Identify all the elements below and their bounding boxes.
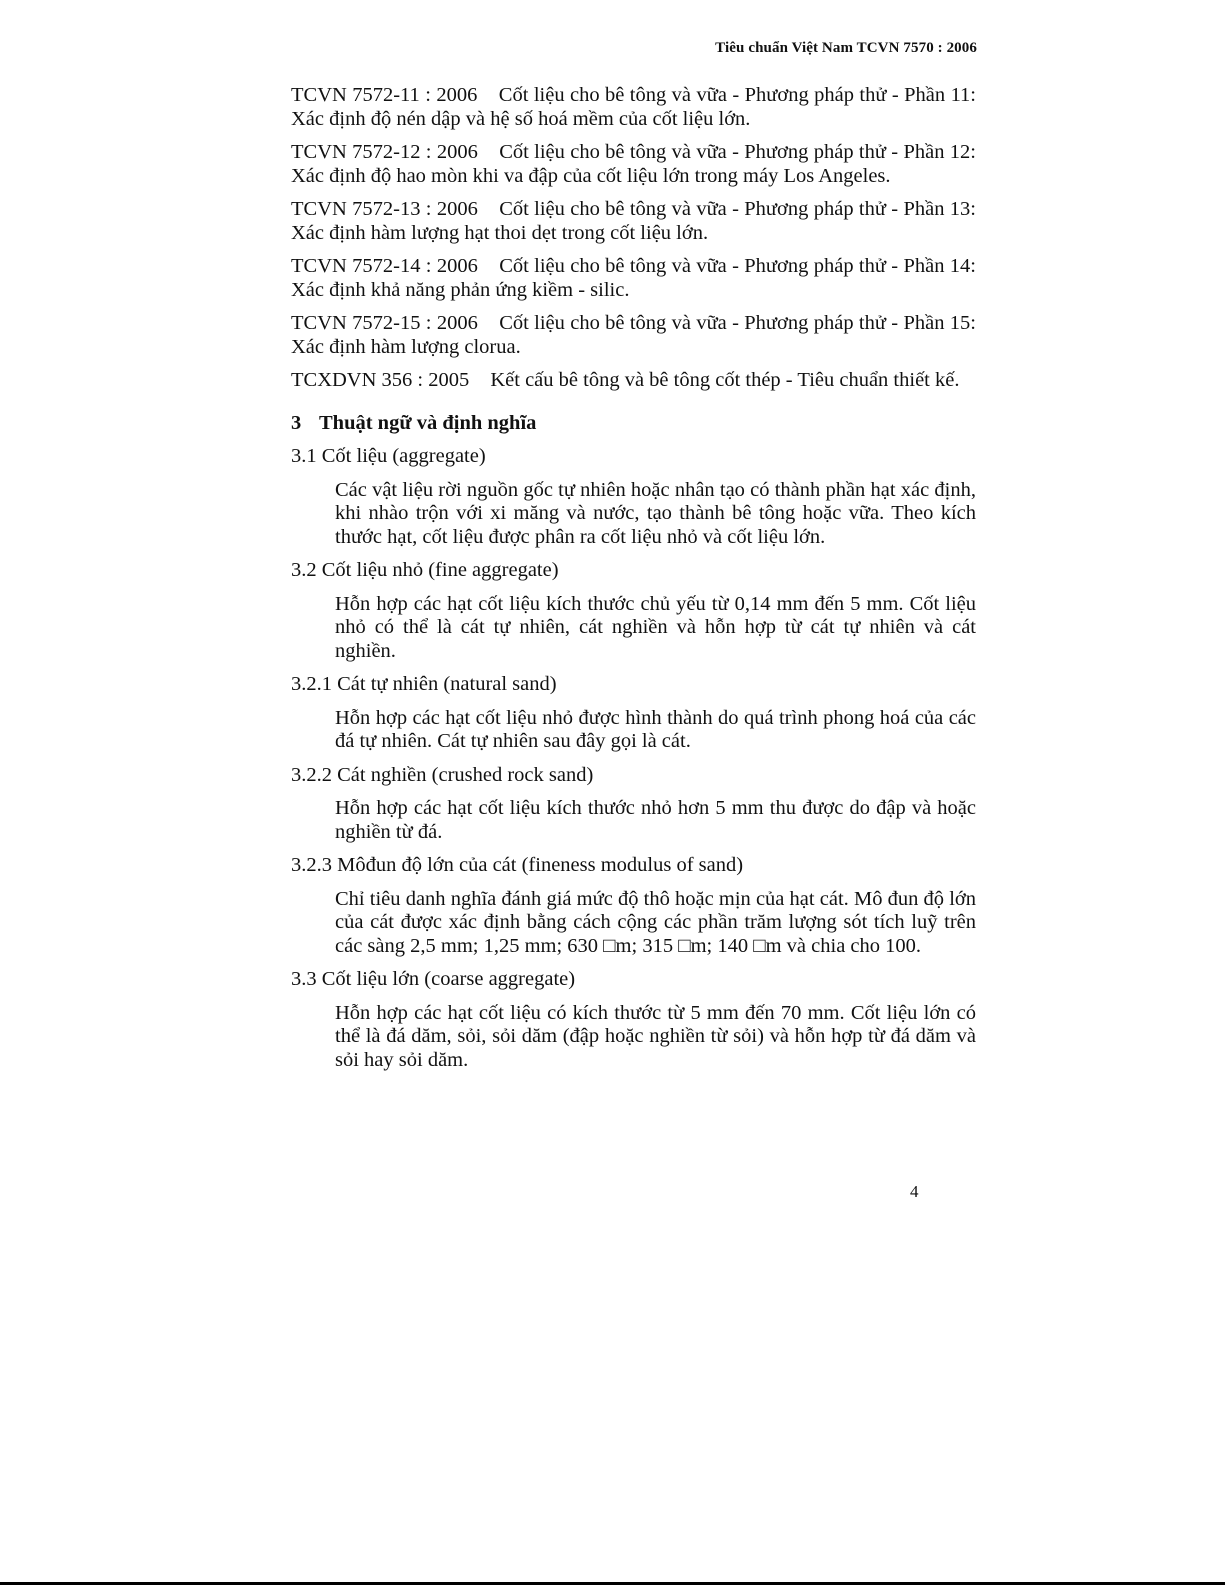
term-definition: Hỗn hợp các hạt cốt liệu kích thước nhỏ hơn 5 mm thu được do đập và hoặc nghiền từ đá. <box>335 797 976 843</box>
page-number: 4 <box>910 1182 919 1201</box>
section-title: Thuật ngữ và định nghĩa <box>319 411 537 434</box>
term-heading: 3.2 Cốt liệu nhỏ (fine aggregate) <box>291 559 559 581</box>
term-definition: Các vật liệu rời nguồn gốc tự nhiên hoặc nhân tạo có thành phần hạt xác định, khi nhào trộn với xi măng và nước, tạo thành bê tông hoặc vữa. Theo kích thước hạt, cốt liệu được phân ra cốt liệu nhỏ và cốt liệu lớn. <box>335 478 976 548</box>
reference-text: Cốt liệu cho bê tông và vữa - Phương pháp thử - Phần 12: Xác định độ hao mòn khi va đập của cốt liệu lớn trong máy Los Angeles. <box>291 141 977 187</box>
term-heading: 3.3 Cốt liệu lớn (coarse aggregate) <box>291 968 576 990</box>
term-heading: 3.2.3 Môđun độ lớn của cát (fineness modulus of sand) <box>291 854 744 876</box>
reference-code: TCVN 7572-12 : 2006 <box>291 141 478 163</box>
reference-code: TCVN 7572-14 : 2006 <box>291 255 478 277</box>
reference-entry <box>291 141 976 188</box>
reference-text: Cốt liệu cho bê tông và vữa - Phương pháp thử - Phần 11: Xác định độ nén dập và hệ số hoá mềm của cốt liệu lớn. <box>291 84 976 130</box>
term-heading: 3.2.2 Cát nghiền (crushed rock sand) <box>291 763 594 786</box>
reference-entry <box>291 312 976 359</box>
reference-code: TCVN 7572-11 : 2006 <box>291 84 478 106</box>
reference-text: Cốt liệu cho bê tông và vữa - Phương pháp thử - Phần 15: Xác định hàm lượng clorua. <box>291 312 977 358</box>
reference-entry <box>291 255 976 302</box>
reference-text: Cốt liệu cho bê tông và vữa - Phương pháp thử - Phần 14: Xác định khả năng phản ứng kiềm - silic. <box>291 255 977 301</box>
page-header: Tiêu chuẩn Việt Nam TCVN 7570 : 2006 <box>715 40 977 56</box>
reference-text: Cốt liệu cho bê tông và vữa - Phương pháp thử - Phần 13: Xác định hàm lượng hạt thoi dẹt trong cốt liệu lớn. <box>291 198 977 244</box>
reference-code: TCVN 7572-13 : 2006 <box>291 198 478 220</box>
reference-code: TCXDVN 356 : 2005 <box>291 369 470 391</box>
term-definition: Hỗn hợp các hạt cốt liệu kích thước chủ yếu từ 0,14 mm đến 5 mm. Cốt liệu nhỏ có thể là cát tự nhiên, cát nghiền và hỗn hợp từ cát tự nhiên và cát nghiền. <box>335 592 976 662</box>
reference-text: Kết cấu bê tông và bê tông cốt thép - Tiêu chuẩn thiết kế. <box>490 369 960 391</box>
reference-entry <box>291 369 976 393</box>
reference-entry <box>291 198 976 245</box>
term-definition: Hỗn hợp các hạt cốt liệu nhỏ được hình thành do quá trình phong hoá của các đá tự nhiên. Cát tự nhiên sau đây gọi là cát. <box>335 706 976 752</box>
section-heading <box>291 412 976 436</box>
term-definition: Hỗn hợp các hạt cốt liệu có kích thước từ 5 mm đến 70 mm. Cốt liệu lớn có thể là đá dăm, sỏi, sỏi dăm (đập hoặc nghiền từ sỏi) và hỗn hợp từ đá dăm và sỏi hay sỏi dăm. <box>335 1001 976 1071</box>
term-heading: 3.2.1 Cát tự nhiên (natural sand) <box>291 673 557 695</box>
term-definition: Chỉ tiêu danh nghĩa đánh giá mức độ thô hoặc mịn của hạt cát. Mô đun độ lớn của cát được xác định bằng cách cộng các phần trăm lượng sót tích luỹ trên các sàng 2,5 mm; 1,25 mm; 630 □m; 315 □m; 140 □m và chia cho 100. <box>335 887 976 957</box>
reference-code: TCVN 7572-15 : 2006 <box>291 312 478 334</box>
section-number: 3 <box>291 411 302 434</box>
reference-entry <box>291 84 976 131</box>
term-heading: 3.1 Cốt liệu (aggregate) <box>291 445 486 467</box>
document-body <box>291 84 976 1082</box>
